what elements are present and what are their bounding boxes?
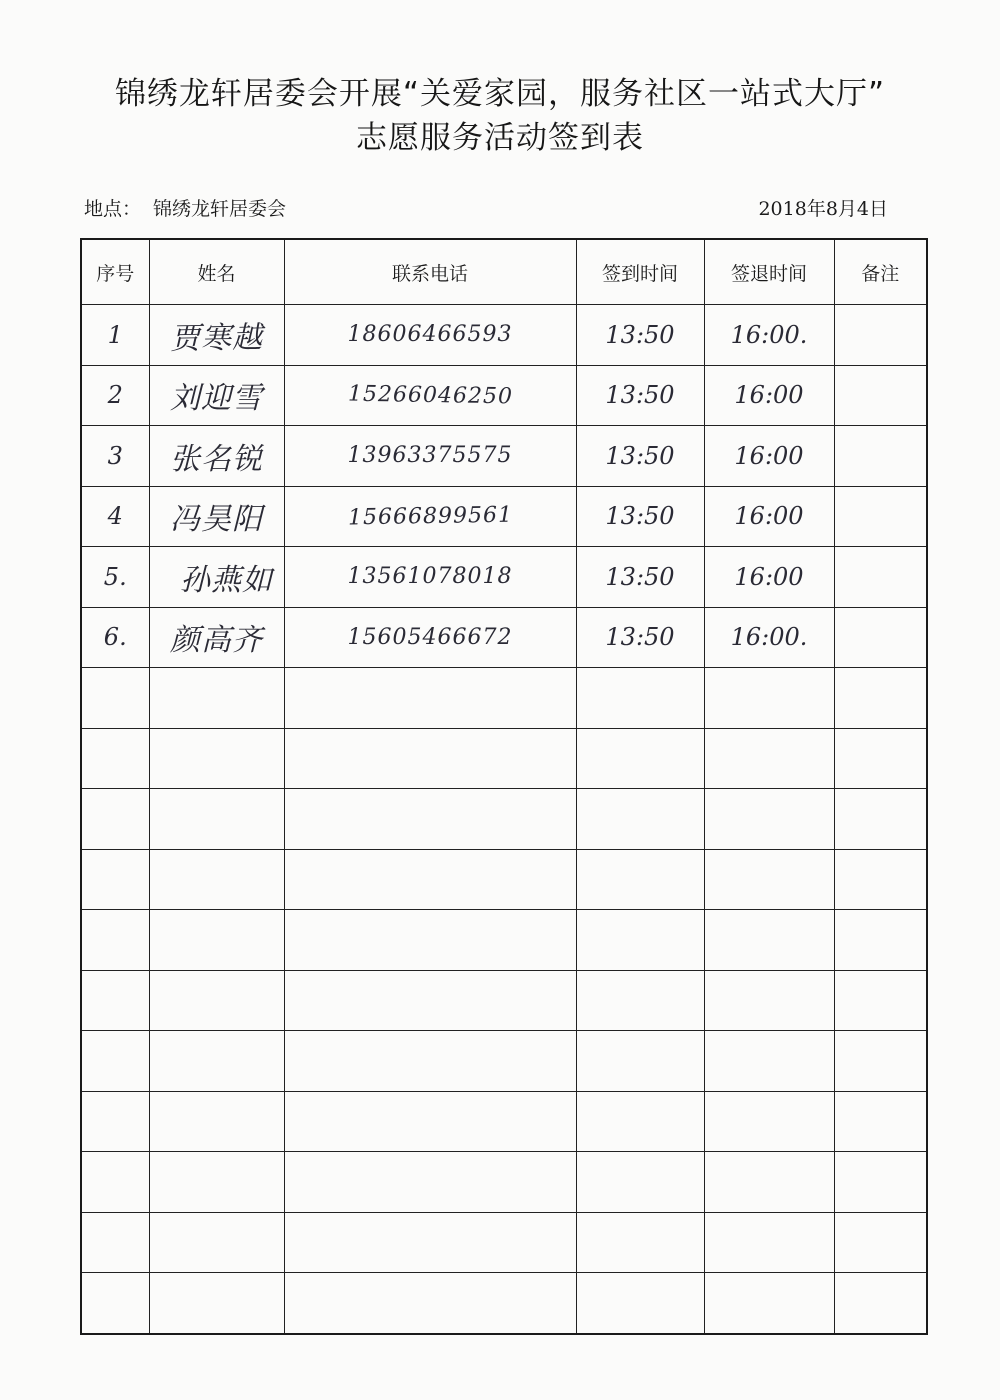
cell-no [81,1091,149,1152]
cell-sign-out-value: 16:00 [734,562,804,591]
cell-sign-in [576,970,704,1031]
table-row [81,849,927,910]
cell-phone-value: 15605466672 [347,624,513,650]
table-row [81,1212,927,1273]
cell-sign-in [576,426,704,487]
cell-sign-in [576,668,704,729]
cell-name [149,1031,284,1092]
cell-phone-value: 15666899561 [347,502,513,531]
cell-phone [284,970,576,1031]
cell-name-value: 刘迎雪 [170,381,263,417]
cell-remark [834,910,927,971]
cell-no [81,849,149,910]
table-row [81,305,927,366]
cell-no [81,1273,149,1334]
document-date: 2018年8月4日 [758,198,888,220]
table-row [81,1091,927,1152]
cell-sign-in-value: 13:50 [605,562,675,591]
cell-phone [284,607,576,668]
cell-phone [284,547,576,608]
cell-no [81,365,149,426]
table-row [81,910,927,971]
cell-sign-in [576,1273,704,1334]
table-row [81,668,927,729]
cell-no [81,970,149,1031]
cell-sign-in [576,1152,704,1213]
cell-name-value: 张名锐 [170,441,263,477]
cell-remark [834,668,927,729]
cell-sign-in-value: 13:50 [605,320,675,349]
cell-phone-value: 13561078018 [347,564,513,590]
cell-phone [284,1031,576,1092]
location-label: 地点： [84,198,142,220]
cell-name [149,789,284,850]
cell-phone [284,365,576,426]
table-row [81,1152,927,1213]
cell-name-value: 贾寒越 [169,319,264,357]
cell-name [149,910,284,971]
cell-sign-out [704,1273,834,1334]
table-row [81,547,927,608]
cell-name [149,607,284,668]
cell-remark [834,1031,927,1092]
cell-phone [284,1273,576,1334]
cell-no [81,486,149,547]
cell-name-value: 冯昊阳 [170,502,263,538]
cell-name [149,305,284,366]
cell-remark [834,547,927,608]
cell-name [149,970,284,1031]
header-remark: 备注 [834,239,927,305]
header-name: 姓名 [149,239,284,305]
header-sign-out: 签退时间 [704,239,834,305]
sign-in-table [80,238,928,1335]
cell-phone-value: 15266046250 [347,381,513,410]
cell-remark [834,1152,927,1213]
cell-no-value: 4 [107,502,123,531]
cell-phone [284,668,576,729]
cell-sign-in [576,849,704,910]
cell-no-value: 2 [107,381,123,410]
cell-sign-in [576,547,704,608]
cell-no [81,910,149,971]
cell-sign-in-value: 13:50 [605,502,675,531]
cell-sign-out [704,849,834,910]
cell-name [149,486,284,547]
cell-sign-in-value: 13:50 [605,441,675,470]
cell-name [149,1212,284,1273]
cell-sign-out [704,1212,834,1273]
header-sign-in: 签到时间 [576,239,704,305]
cell-sign-out [704,789,834,850]
cell-no-value: 5. [103,562,127,591]
cell-sign-out [704,365,834,426]
cell-sign-in [576,789,704,850]
table-row [81,426,927,487]
cell-sign-out [704,486,834,547]
cell-no [81,305,149,366]
cell-remark [834,849,927,910]
cell-sign-out [704,1152,834,1213]
table-row [81,365,927,426]
cell-no-value: 1 [107,320,123,349]
document-title: 锦绣龙轩居委会开展“关爱家园，服务社区一站式大厅” [114,76,886,112]
cell-phone [284,486,576,547]
cell-sign-in [576,365,704,426]
cell-sign-out [704,970,834,1031]
cell-sign-out [704,1091,834,1152]
cell-remark [834,970,927,1031]
table-header-row [81,239,927,305]
cell-name [149,1273,284,1334]
table-row [81,728,927,789]
cell-sign-out [704,607,834,668]
table-row [81,1273,927,1334]
table-row [81,486,927,547]
cell-sign-out-value: 16:00. [730,320,808,349]
cell-sign-in [576,1031,704,1092]
table-row [81,607,927,668]
cell-name [149,426,284,487]
cell-remark [834,1273,927,1334]
cell-name [149,668,284,729]
cell-remark [834,789,927,850]
cell-sign-out [704,910,834,971]
cell-phone [284,1152,576,1213]
cell-phone [284,305,576,366]
cell-name [149,728,284,789]
cell-no [81,607,149,668]
cell-sign-out-value: 16:00 [734,441,804,470]
cell-phone [284,1212,576,1273]
cell-sign-in [576,1212,704,1273]
cell-phone [284,426,576,487]
cell-sign-in [576,607,704,668]
cell-no [81,1212,149,1273]
cell-phone [284,910,576,971]
cell-phone-value: 13963375575 [347,443,513,469]
cell-phone-value: 18606466593 [347,322,513,348]
location-value: 锦绣龙轩居委会 [153,198,287,220]
cell-remark [834,1091,927,1152]
cell-name [149,365,284,426]
location-line [84,194,286,221]
cell-name [149,1091,284,1152]
table-row [81,970,927,1031]
cell-no [81,668,149,729]
cell-name [149,547,284,608]
cell-no [81,426,149,487]
header-phone: 联系电话 [284,239,576,305]
cell-sign-out [704,305,834,366]
cell-sign-in [576,728,704,789]
cell-no-value: 3 [107,441,123,470]
cell-name-value: 孙燕如 [180,562,273,598]
cell-no [81,1152,149,1213]
cell-sign-in-value: 13:50 [605,623,675,652]
cell-remark [834,1212,927,1273]
cell-phone [284,1091,576,1152]
cell-sign-out-value: 16:00 [734,502,804,531]
cell-no [81,547,149,608]
cell-sign-in [576,486,704,547]
table-row [81,1031,927,1092]
cell-remark [834,486,927,547]
cell-name [149,849,284,910]
cell-remark [834,426,927,487]
cell-phone [284,789,576,850]
cell-phone [284,728,576,789]
cell-sign-in [576,910,704,971]
cell-sign-out [704,1031,834,1092]
cell-sign-in-value: 13:50 [605,381,675,410]
cell-remark [834,728,927,789]
cell-remark [834,607,927,668]
document-subtitle: 志愿服务活动签到表 [356,120,644,156]
cell-sign-out [704,547,834,608]
cell-remark [834,305,927,366]
cell-name [149,1152,284,1213]
cell-phone [284,849,576,910]
cell-no-value: 6. [103,623,127,652]
table-row [81,789,927,850]
cell-sign-out [704,668,834,729]
cell-sign-out [704,426,834,487]
cell-sign-in [576,305,704,366]
cell-no [81,728,149,789]
cell-no [81,1031,149,1092]
header-no: 序号 [81,239,149,305]
cell-sign-out [704,728,834,789]
cell-sign-out-value: 16:00. [730,623,808,652]
cell-no [81,789,149,850]
cell-sign-in [576,1091,704,1152]
cell-name-value: 颜高齐 [170,623,263,659]
cell-sign-out-value: 16:00 [734,381,804,410]
cell-remark [834,365,927,426]
